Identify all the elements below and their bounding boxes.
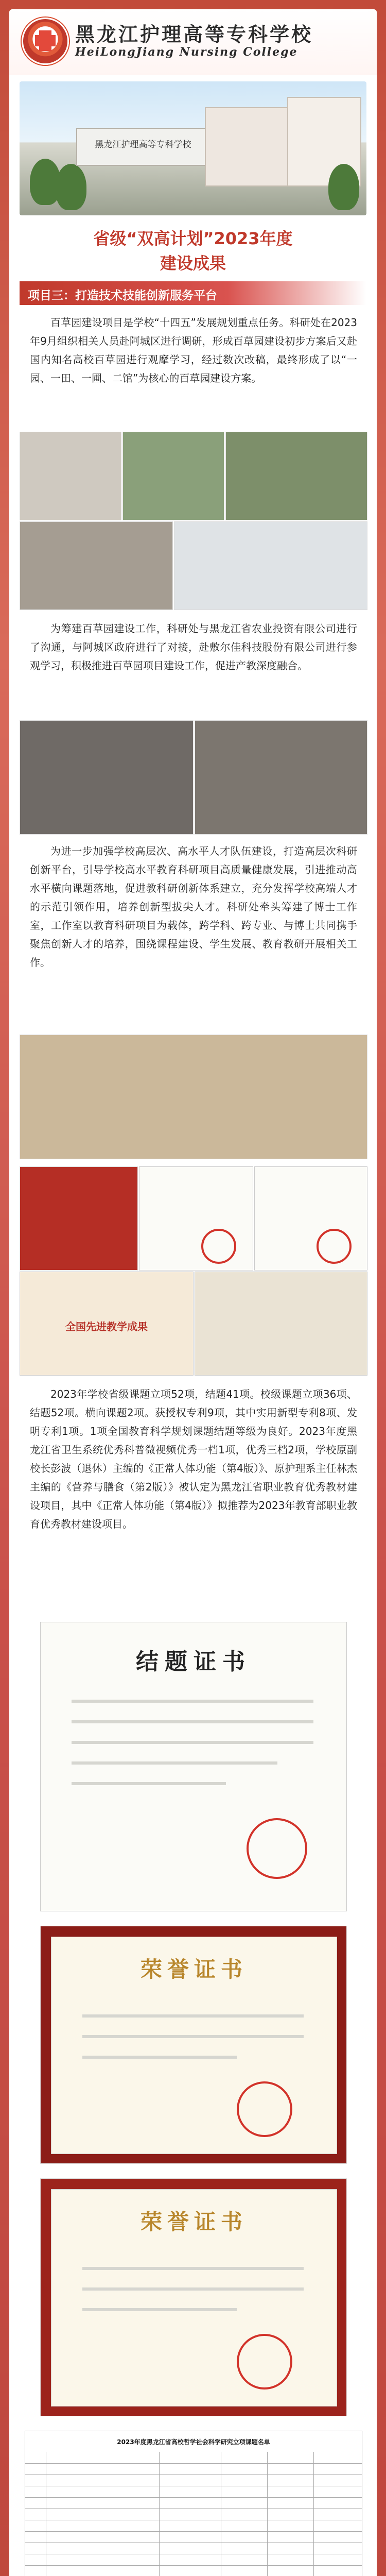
table-caption: 2023年度黑龙江省高校哲学社会科学研究立项课题名单 bbox=[117, 2438, 270, 2446]
logo-cross-icon-horizontal bbox=[35, 35, 56, 46]
text-line bbox=[82, 2287, 304, 2291]
table-column-line bbox=[313, 2452, 314, 2576]
table-row bbox=[25, 2531, 362, 2543]
tree-image bbox=[56, 164, 86, 210]
table-column-line bbox=[159, 2452, 160, 2576]
table-row bbox=[25, 2463, 362, 2475]
certificate-paper-2 bbox=[254, 1166, 367, 1270]
photo-conference bbox=[20, 720, 194, 835]
table-row bbox=[25, 2452, 362, 2464]
tree-image bbox=[328, 164, 359, 210]
certificate-paper-1 bbox=[139, 1166, 253, 1270]
school-logo bbox=[22, 18, 69, 65]
paragraph-3: 为进一步加强学校高层次、高水平人才队伍建设，打造高层次科研创新平台，引导学校高水平教育科研项目高质量健康发展，引进推动高水平横向课题落地，促进教科研创新体系建立，充分发挥学校高端人才的示范引领作用，培养创新型拔尖人才。科研处牵头筹建了博士工作室，工作室以教育科研项目为载体，跨学科、跨专业、与博士共同携手聚焦创新人才的培养，围绕课程建设、学生发展、教育教研开展相关工作。 bbox=[30, 845, 357, 969]
header bbox=[9, 9, 377, 75]
certificate-book bbox=[195, 1272, 367, 1376]
seal-icon bbox=[247, 1818, 307, 1879]
seal-icon bbox=[237, 2334, 292, 2389]
cert-completion-title: 结题证书 bbox=[136, 1649, 251, 1675]
certificate-completion bbox=[40, 1622, 347, 1911]
seal-icon bbox=[237, 2081, 292, 2137]
paragraph-2: 为筹建百草园建设工作，科研处与黑龙江省农业投资有限公司进行了沟通，与阿城区政府进行了对接，赴敷尔佳科技股份有限公司进行参观学习，积极推进百草园项目建设工作，促进产教深度融合。 bbox=[30, 622, 357, 672]
school-name-cn: 黑龙江护理高等专科学校 bbox=[75, 23, 313, 46]
table-row bbox=[25, 2509, 362, 2520]
cert-award-title: 全国先进教学成果 bbox=[65, 1320, 148, 1333]
table-row bbox=[25, 2543, 362, 2554]
text-line bbox=[72, 1782, 226, 1785]
text-line bbox=[82, 2308, 237, 2311]
paragraph-1: 百草园建设项目是学校“十四五”发展规划重点任务。科研处在2023年9月组织相关人员赴阿城区进行调研，形成百草园建设初步方案后又赴国内知名高校百草园进行观摩学习，经过数次改稿，最终形成了以“一园、一田、一圃、二馆”为核心的百草园建设方案。 bbox=[30, 316, 357, 384]
table-row bbox=[25, 2497, 362, 2509]
photo-meeting bbox=[20, 432, 121, 520]
honor-certificate-1 bbox=[40, 1926, 347, 2164]
certificate-award bbox=[20, 1272, 194, 1376]
section-label: 项目三：打造技术技能创新服务平台 bbox=[28, 289, 217, 302]
honor-cert-1-title: 荣誉证书 bbox=[140, 1957, 248, 1982]
table-row bbox=[25, 2554, 362, 2566]
text-line bbox=[82, 2035, 304, 2038]
photo-plan bbox=[174, 521, 367, 610]
table-row bbox=[25, 2486, 362, 2498]
hero-photo bbox=[20, 81, 366, 215]
certificate-red-1 bbox=[20, 1166, 138, 1270]
photo-visit bbox=[20, 521, 173, 610]
honor-certificate-2-inner bbox=[51, 2189, 337, 2406]
school-name-en: HeiLongJiang Nursing College bbox=[75, 45, 298, 59]
text-line bbox=[82, 2056, 237, 2059]
seal-icon bbox=[317, 1229, 352, 1264]
text-line bbox=[72, 1720, 313, 1723]
text-line bbox=[72, 1741, 313, 1744]
honor-cert-2-title: 荣誉证书 bbox=[140, 2209, 248, 2234]
table-column-line bbox=[267, 2452, 268, 2576]
page-title-line1: 省级“双高计划”2023年度 bbox=[93, 229, 293, 248]
text-line bbox=[72, 1700, 313, 1703]
project-list-table bbox=[25, 2431, 362, 2576]
photo-conference-2 bbox=[195, 720, 367, 835]
gate-sign: 黑龙江护理高等专科学校 bbox=[95, 140, 191, 150]
table-row bbox=[25, 2520, 362, 2532]
seal-icon bbox=[201, 1229, 236, 1264]
table-row bbox=[25, 2475, 362, 2486]
table-row bbox=[25, 2565, 362, 2576]
photo-field bbox=[122, 432, 224, 520]
text-line bbox=[72, 1761, 277, 1765]
page-title-line2: 建设成果 bbox=[160, 253, 226, 273]
building-image bbox=[205, 107, 300, 187]
honor-certificate-2 bbox=[40, 2178, 347, 2416]
honor-certificate-1-inner bbox=[51, 1937, 337, 2154]
section-header bbox=[20, 281, 366, 305]
photo-garden bbox=[225, 432, 367, 520]
text-line bbox=[82, 2267, 304, 2270]
page-frame bbox=[9, 9, 377, 2576]
photo-doctor-studio bbox=[20, 1035, 367, 1159]
text-line bbox=[82, 2014, 304, 2018]
paragraph-4: 2023年学校省级课题立项52项，结题41项。校级课题立项36项、结题52项。横向课题2项。获授权专利9项，其中实用新型专利8项、发明专利1项。1项全国教育科学规划课题结题等级为良好。2023年度黑龙江省卫生系统优秀科普微视频优秀一档1项，优秀三档2项，学校原副校长彭波（退休）主编的《正常人体功能（第4版）》、原护理系主任林杰主编的《营养与膳食（第2版）》被认定为黑龙江省职业教育优秀教材建设项目，其中《正常人体功能（第4版）》拟推荐为2023年教育部职业教育优秀教材建设项目。 bbox=[30, 1388, 357, 1530]
